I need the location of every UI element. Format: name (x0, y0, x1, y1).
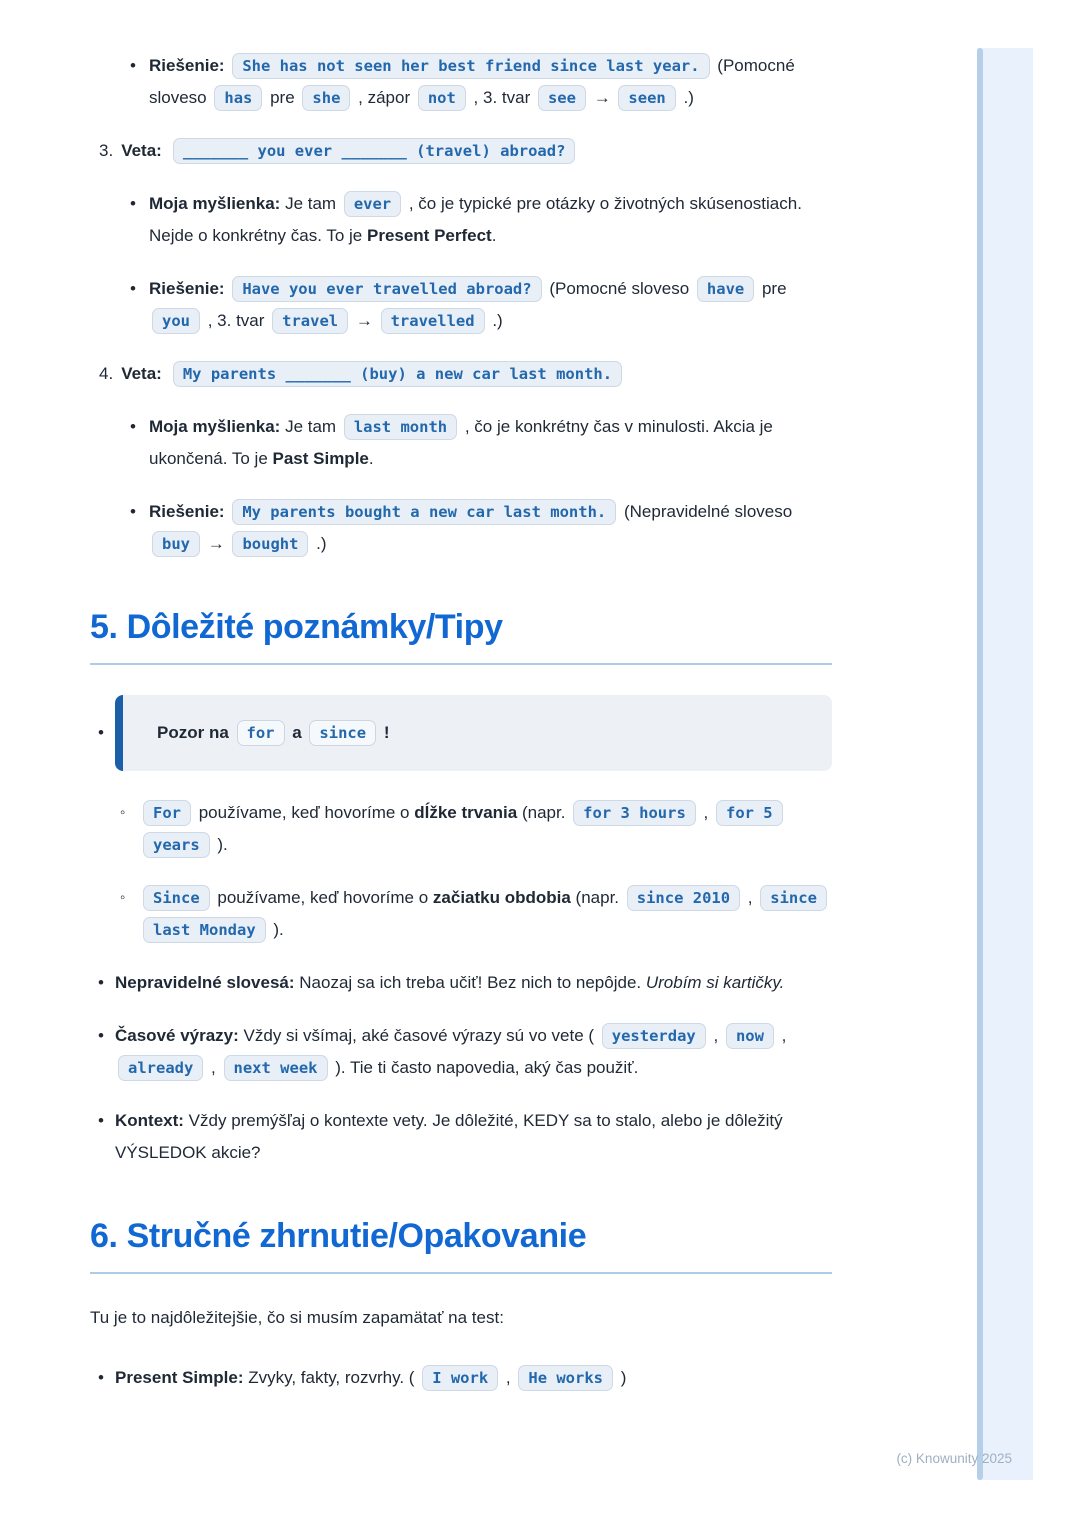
bold-text: Riešenie: (149, 279, 230, 298)
text: , (698, 803, 713, 822)
circle-icon (120, 882, 140, 946)
summary-section-heading: 6. Stručné zhrnutie/Opakovanie (90, 1217, 832, 1274)
italic-text: Urobím si kartičky. (645, 973, 785, 992)
callout-list-item (90, 695, 832, 771)
text: Vždy si všímaj, aké časové výrazy sú vo vete ( (243, 1026, 599, 1045)
callout-box (115, 695, 832, 771)
bold-text: Pozor na (157, 723, 234, 742)
code-chip: For (143, 800, 191, 826)
bold-text: dĺžke trvania (414, 803, 518, 822)
bullet-icon (130, 496, 149, 560)
summary-intro-text: Tu je to najdôležitejšie, čo si musím zapamätať na test: (90, 1308, 504, 1327)
text: (napr. (570, 888, 624, 907)
tips-section-heading: 5. Dôležité poznámky/Tipy (90, 608, 832, 665)
exercise-label: Veta: (121, 141, 162, 160)
code-chip: I work (422, 1365, 498, 1391)
thought-text (149, 411, 832, 475)
bullet-icon (130, 273, 149, 337)
text: Je tam (285, 417, 341, 436)
text: .) (311, 534, 327, 553)
bold-text: Present Simple: (115, 1368, 249, 1387)
exercise-item-3 (90, 135, 832, 337)
text: . (491, 226, 497, 245)
solution-list-item (99, 273, 832, 337)
bullet-icon (130, 411, 149, 475)
text: Naozaj sa ich treba učiť! Bez nich to nepôjde. (299, 973, 646, 992)
scrollbar-thumb[interactable] (977, 48, 983, 1480)
text: (napr. (517, 803, 571, 822)
bullet-icon (130, 188, 149, 252)
tip-sub-text (140, 882, 832, 946)
text: pre (265, 88, 300, 107)
text: → (588, 88, 616, 107)
code-chip: for 5 years (143, 800, 783, 858)
code-chip: have (697, 276, 754, 302)
bold-text: Past Simple (272, 449, 369, 468)
code-chip: already (118, 1055, 203, 1081)
code-chip: buy (152, 531, 200, 557)
code-chip: She has not seen her best friend since last year. (232, 53, 709, 79)
bold-text: Časové výrazy: (115, 1026, 244, 1045)
code-chip: travel (272, 308, 348, 334)
code-chip: He works (518, 1365, 613, 1391)
text: , (743, 888, 758, 907)
text: Vždy premýšľaj o kontexte vety. Je dôležité, KEDY sa to stalo, alebo je dôležitý VÝSLEDOK akcie? (115, 1111, 783, 1162)
code-chip: bought (232, 531, 308, 557)
solution-text (149, 496, 832, 560)
tip-text (115, 1105, 832, 1169)
text: (Pomocné sloveso (544, 279, 694, 298)
bold-text: Riešenie: (149, 56, 230, 75)
code-chip: see (538, 85, 586, 111)
code-chip: Have you ever travelled abroad? (232, 276, 541, 302)
thought-text (149, 188, 832, 252)
solution-list-item (90, 50, 832, 114)
text: (Pomocné sloveso (149, 56, 795, 107)
exercise-label: Veta: (121, 364, 162, 383)
text: , zápor (353, 88, 415, 107)
tip-item-context (90, 1105, 832, 1169)
bold-text: Riešenie: (149, 502, 230, 521)
code-chip: ever (344, 191, 401, 217)
solution-text (149, 273, 832, 337)
bullet-icon (130, 50, 149, 114)
code-chip: she (302, 85, 350, 111)
text: pre (757, 279, 787, 298)
text: ). Tie ti často napovedia, aký čas použiť. (330, 1058, 639, 1077)
text: (Nepravidelné sloveso (619, 502, 793, 521)
bold-text: Present Perfect (366, 226, 492, 245)
tip-sub-item-for (90, 797, 832, 861)
exercise-item-4 (90, 358, 832, 560)
bold-text: Moja myšlienka: (149, 417, 286, 436)
text: používame, keď hovoríme o (212, 888, 433, 907)
text: , (708, 1026, 723, 1045)
bold-text: Moja myšlienka: (149, 194, 286, 213)
thought-list-item (99, 188, 832, 252)
text: ). (212, 835, 228, 854)
tip-item-irregular-verbs (90, 967, 832, 999)
bullet-icon (98, 1020, 115, 1084)
code-chip: not (418, 85, 466, 111)
bold-text: Kontext: (115, 1111, 189, 1130)
text: .) (487, 311, 503, 330)
text: Zvyky, fakty, rozvrhy. ( (248, 1368, 420, 1387)
text: .) (678, 88, 694, 107)
exercise-sentence-chip: _______ you ever _______ (travel) abroad? (173, 138, 576, 164)
code-chip: My parents bought a new car last month. (232, 499, 616, 525)
text: , (776, 1026, 787, 1045)
text: používame, keď hovoríme o (194, 803, 415, 822)
circle-icon (120, 797, 140, 861)
text: , (206, 1058, 221, 1077)
code-chip: you (152, 308, 200, 334)
bold-text: ! (379, 723, 390, 742)
tip-sub-text (140, 797, 832, 861)
thought-list-item (99, 411, 832, 475)
exercise-number: 3. (99, 141, 114, 160)
text: → (351, 311, 378, 330)
text: , 3. tvar (203, 311, 270, 330)
text: → (203, 534, 230, 553)
solution-text (149, 50, 832, 114)
text: , 3. tvar (468, 88, 535, 107)
text: , čo je typické pre otázky o životných skúsenostiach. Nejde o konkrétny čas. To je (149, 194, 802, 245)
text: Je tam (285, 194, 341, 213)
code-chip: now (726, 1023, 774, 1049)
bold-text: Nepravidelné slovesá: (115, 973, 300, 992)
text: ) (616, 1368, 627, 1387)
code-chip: since 2010 (627, 885, 740, 911)
code-chip: seen (618, 85, 675, 111)
document-content (90, 50, 832, 1415)
text: , čo je konkrétny čas v minulosti. Akcia je ukončená. To je (149, 417, 773, 468)
code-chip: next week (224, 1055, 328, 1081)
tip-sub-item-since (90, 882, 832, 946)
exercise-3-heading (99, 135, 832, 167)
code-chip: yesterday (602, 1023, 706, 1049)
code-chip: has (214, 85, 262, 111)
text: . (368, 449, 374, 468)
callout-text (157, 719, 812, 747)
code-chip: for (237, 720, 285, 746)
bullet-icon (98, 717, 115, 749)
code-chip: since (309, 720, 376, 746)
tip-item-time-expressions (90, 1020, 832, 1084)
bullet-icon (98, 1105, 115, 1169)
code-chip: for 3 hours (573, 800, 696, 826)
exercise-number: 4. (99, 364, 114, 383)
scroll-preview-panel (977, 48, 1033, 1480)
bold-text: a (287, 723, 307, 742)
solution-list-item (99, 496, 832, 560)
text: ). (268, 920, 284, 939)
code-chip: Since (143, 885, 210, 911)
code-chip: last month (344, 414, 457, 440)
summary-item-present-simple (90, 1362, 832, 1394)
bullet-icon (98, 967, 115, 999)
code-chip: since last Monday (143, 885, 827, 943)
exercise-sentence-chip: My parents _______ (buy) a new car last month. (173, 361, 622, 387)
tip-text (115, 1020, 832, 1084)
bullet-icon (98, 1362, 115, 1394)
copyright-text: (c) Knowunity 2025 (896, 1451, 1012, 1466)
code-chip: travelled (381, 308, 485, 334)
tip-text (115, 967, 784, 999)
exercise-4-heading (99, 358, 832, 390)
bold-text: začiatku obdobia (432, 888, 571, 907)
text: , (501, 1368, 516, 1387)
summary-text (115, 1362, 626, 1394)
